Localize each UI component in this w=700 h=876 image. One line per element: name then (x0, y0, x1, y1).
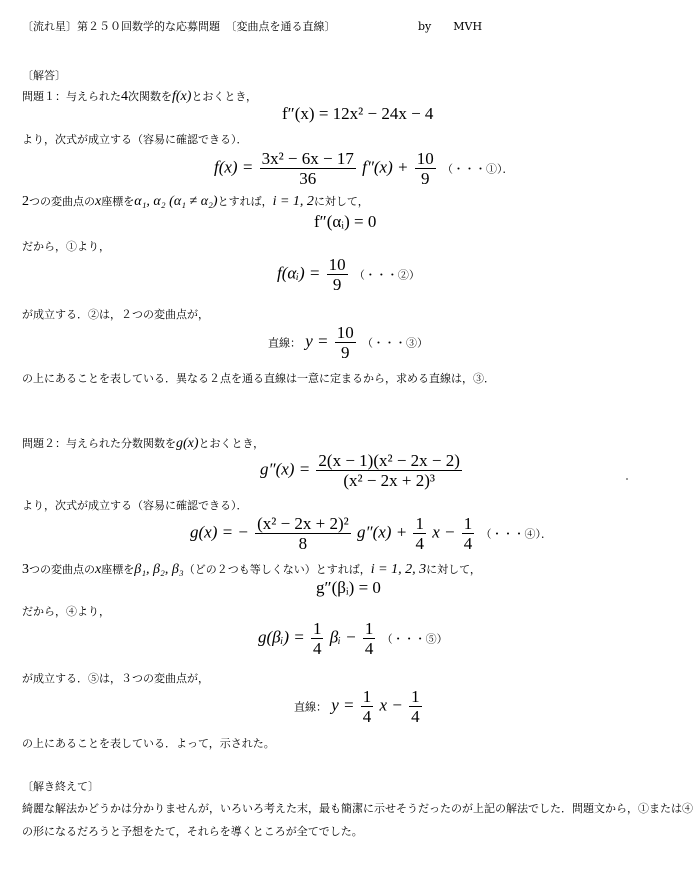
p2-yori: より，次式が成立する（容易に確認できる）． (22, 499, 248, 512)
p1-infl-a: 2 (22, 194, 29, 209)
p2-eq2-frac-a (413, 515, 426, 552)
p2-seiritsu: が成立する．⑤は，３つの変曲点が， (22, 672, 209, 685)
p2-eq2-frac-a-num: 1 (415, 514, 424, 533)
p1-dakara: だから，①より， (22, 240, 110, 253)
p2-eq2-lhs: g(x) = − (190, 522, 249, 542)
p1-eq4-fraction (327, 256, 348, 293)
p1-eq2-num: 3x² − 6x − 17 (261, 149, 354, 168)
p2-eq1-den: (x² − 2x + 2)³ (343, 471, 436, 490)
p2-infl-b: つの変曲点の (29, 563, 95, 576)
p2-line-label: 直線： (294, 700, 327, 714)
p2-eq4-frac-b (363, 620, 376, 657)
p1-seiritsu: が成立する．②は，２つの変曲点が， (22, 308, 209, 321)
p2-infl-a: 3 (22, 562, 29, 577)
header-author: by MVH (418, 20, 483, 33)
p1-infl-c: 座標を (101, 195, 135, 208)
p2-inflection-text (22, 561, 481, 578)
p2-eq2-mid: g″(x) + (357, 522, 408, 542)
p2-eq4-frac-a-den: 4 (312, 639, 322, 658)
p2-infl-x: x (95, 562, 102, 577)
p2-conclusion: の上にあることを表している．よって，示された。 (22, 737, 275, 750)
p2-eq5-frac-a-num: 1 (362, 687, 372, 706)
p1-intro-num: 4 (121, 89, 128, 104)
p1-eq4-num: 10 (328, 255, 346, 274)
p2-equation-5 (294, 688, 424, 725)
p1-intro-a: 問題１：与えられた (22, 90, 121, 103)
p1-eq2-fraction (260, 150, 356, 187)
p2-eq4-frac-a-num: 1 (312, 619, 322, 638)
p1-intro-b: 次関数を (128, 90, 172, 103)
p1-eq2-lhs: f(x) = (214, 157, 254, 177)
p2-intro-c: とおくとき， (198, 437, 265, 450)
p1-conclusion: の上にあることを表している．異なる２点を通る直線は一意に定まるから，求める直線は，③． (22, 372, 495, 385)
p2-eq5-frac-b-num: 1 (411, 687, 420, 706)
p1-eq4-lhs: f(αᵢ) = (277, 263, 321, 283)
p1-infl-i: i = 1, 2 (272, 194, 314, 209)
p1-eq5-den: 9 (341, 343, 350, 362)
p1-equation-2 (214, 150, 514, 187)
p1-eq2-den: 36 (299, 169, 317, 188)
p2-eq2-frac-a-den: 4 (415, 534, 424, 553)
p1-intro-c: とおくとき， (191, 90, 257, 103)
p1-eq5-fraction (335, 324, 356, 361)
p1-eq2-den2: 9 (421, 169, 430, 188)
p1-infl-e: に対して， (313, 195, 369, 208)
p2-eq4-frac-b-num: 1 (364, 619, 374, 638)
afterword-line-2: の形になるだろうと予想をたて，それらを導くところが全てでした。 (22, 825, 363, 838)
p1-eq2-tag: （・・・①）． (442, 162, 514, 176)
p2-infl-c: 座標を (101, 563, 135, 576)
p1-infl-b: つの変曲点の (29, 195, 95, 208)
p2-equation-1 (260, 452, 464, 489)
p1-eq5-lhs: y = (305, 331, 329, 351)
p2-equation-4 (258, 620, 448, 657)
p2-equation-2 (190, 515, 552, 552)
p1-equation-1: f″(x) = 12x² − 24x − 4 (282, 104, 434, 123)
p1-eq2-num2: 10 (416, 149, 434, 168)
p1-eq5-num: 10 (336, 323, 354, 342)
p2-eq4-frac-a (311, 620, 324, 657)
p2-eq5-frac-a (361, 688, 374, 725)
p2-eq5-frac-a-den: 4 (362, 707, 372, 726)
p2-eq4-beta-minus: βᵢ − (329, 627, 357, 647)
stray-mark (626, 478, 628, 480)
p1-intro (22, 88, 257, 105)
p2-eq2-fraction (255, 515, 351, 552)
p1-inflection-text (22, 193, 369, 210)
p1-infl-x: x (95, 194, 102, 209)
p2-eq4-lhs: g(βᵢ) = (258, 627, 305, 647)
p1-infl-alpha: α₁, α₂ (α₁ ≠ α₂) (134, 194, 218, 209)
p1-line-label: 直線： (268, 336, 301, 350)
p1-eq5-tag: （・・・③） (362, 336, 429, 350)
p2-eq5-lhs: y = (331, 695, 355, 715)
p2-eq2-tag: （・・・④）． (480, 527, 552, 541)
p1-eq2-fraction-2 (415, 150, 436, 187)
p2-dakara: だから，④より， (22, 605, 110, 618)
p2-intro-gx: g(x) (176, 436, 199, 451)
p2-eq2-den: 8 (298, 534, 308, 553)
p2-eq1-lhs: g″(x) = (260, 459, 311, 479)
p2-eq4-frac-b-den: 4 (364, 639, 374, 658)
p2-eq5-x-minus: x − (379, 695, 403, 715)
answer-heading: 〔解答〕 (22, 69, 66, 82)
p1-eq4-tag: （・・・②） (353, 268, 420, 282)
p1-infl-d: とすれば， (217, 195, 273, 208)
p2-infl-i: i = 1, 2, 3 (370, 562, 427, 577)
p2-eq1-num: 2(x − 1)(x² − 2x − 2) (318, 451, 460, 470)
p2-eq2-frac-b-den: 4 (463, 534, 473, 553)
p1-yori: より，次式が成立する（容易に確認できる）． (22, 133, 248, 146)
p2-eq2-x-minus: x − (432, 522, 456, 542)
p2-eq5-frac-b-den: 4 (411, 707, 420, 726)
p2-eq4-tag: （・・・⑤） (381, 632, 448, 646)
p2-eq1-fraction (316, 452, 462, 489)
p2-equation-3: g″(βᵢ) = 0 (316, 578, 381, 597)
p2-eq2-frac-b-num: 1 (463, 514, 473, 533)
p1-eq4-den: 9 (332, 275, 342, 294)
p1-equation-5 (268, 324, 428, 361)
p2-intro (22, 435, 264, 452)
afterword-title: 〔解き終えて〕 (22, 780, 99, 793)
p1-eq2-mid: f″(x) + (362, 157, 409, 177)
p1-equation-3: f″(αᵢ) = 0 (314, 212, 377, 231)
p2-infl-beta: β₁, β₂, β₃ (134, 562, 184, 577)
afterword-line-1: 綺麗な解法かどうかは分かりませんが，いろいろ考えた末，最も簡潔に示せそうだったのが上記の解法でした．問題文から，①または④ (22, 802, 693, 815)
p1-equation-4 (277, 256, 420, 293)
p2-eq2-frac-b (462, 515, 475, 552)
header-title: 〔流れ星〕第２５０回数学的な応募問題 〔変曲点を通る直線〕 (22, 20, 336, 33)
p1-intro-fx: f(x) (172, 89, 192, 104)
p2-infl-e: に対して， (426, 563, 481, 576)
p2-eq2-num: (x² − 2x + 2)² (257, 514, 349, 533)
p2-eq5-frac-b (409, 688, 422, 725)
p2-infl-d: （どの２つも等しくない）とすれば， (183, 563, 371, 576)
p2-intro-a: 問題２：与えられた分数関数を (22, 437, 176, 450)
